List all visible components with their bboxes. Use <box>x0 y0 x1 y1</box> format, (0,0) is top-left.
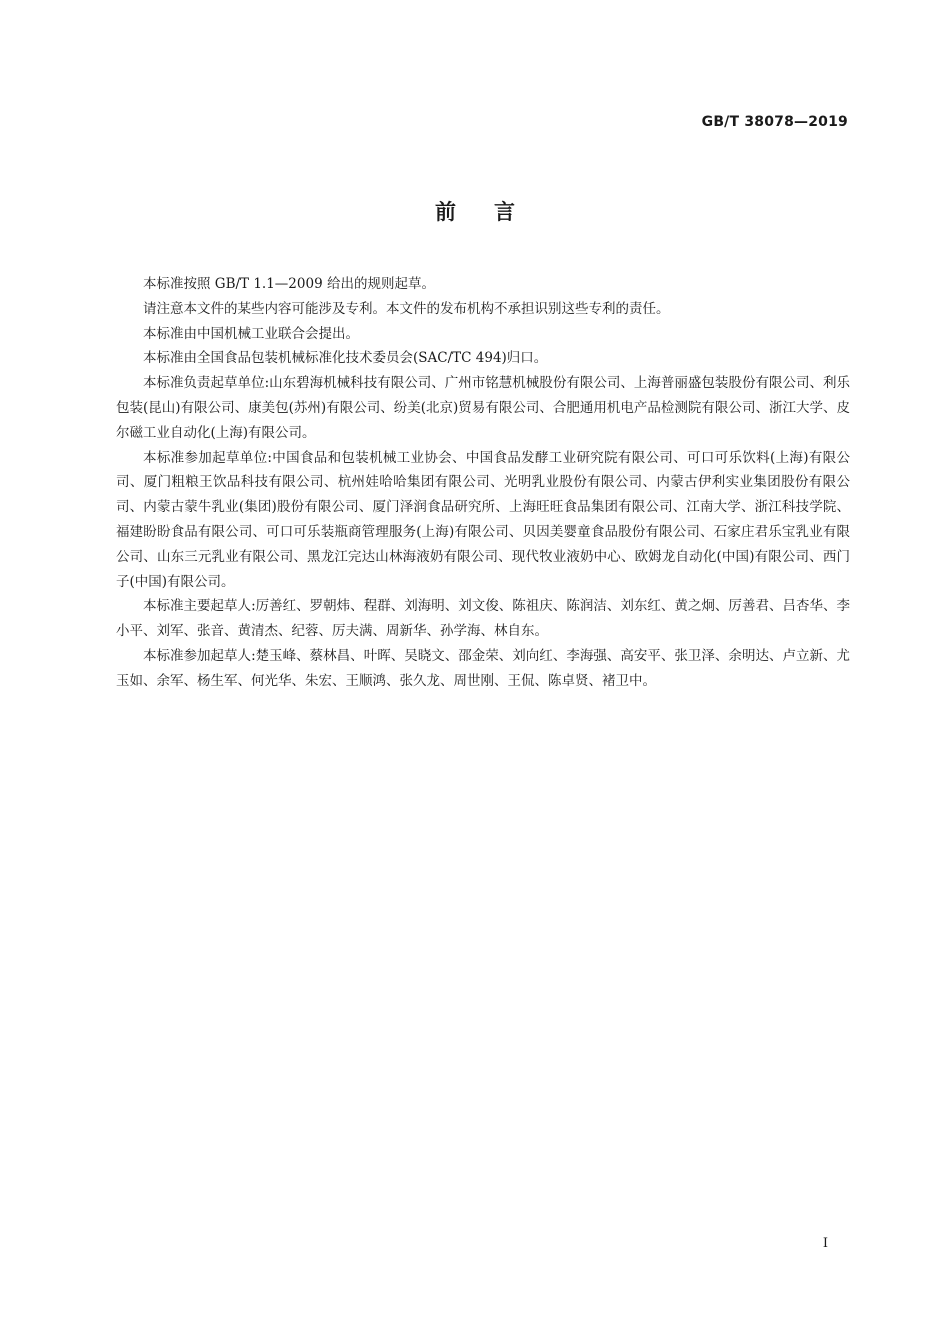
paragraph-responsible-drafting-units: 本标准负责起草单位:山东碧海机械科技有限公司、广州市铭慧机械股份有限公司、上海普丽盛包装股份有限公司、利乐包装(昆山)有限公司、康美包(苏州)有限公司、纷美(北京)贸易有限公司、合肥通用机电产品检测院有限公司、浙江大学、皮尔磁工业自动化(上海)有限公司。 <box>116 375 850 441</box>
paragraph-centralized-unit: 本标准由全国食品包装机械标准化技术委员会(SAC/TC 494)归口。 <box>143 350 548 367</box>
paragraph-main-drafters: 本标准主要起草人:厉善红、罗朝炜、程群、刘海明、刘文俊、陈祖庆、陈润洁、刘东红、黄之炯、厉善君、吕杏华、李小平、刘军、张音、黄清杰、纪蓉、厉夫满、周新华、孙学海、林自东。 <box>116 598 850 640</box>
standard-number: GB/T 38078—2019 <box>701 114 848 130</box>
paragraph-participating-drafting-units: 本标准参加起草单位:中国食品和包装机械工业协会、中国食品发酵工业研究院有限公司、可口可乐饮料(上海)有限公司、厦门粗粮王饮品科技有限公司、杭州娃哈哈集团有限公司、光明乳业股份有限公司、内蒙古伊利实业集团股份有限公司、内蒙古蒙牛乳业(集团)股份有限公司、厦门泽润食品研究所、上海旺旺食品集团有限公司、江南大学、浙江科技学院、福建盼盼食品有限公司、可口可乐装瓶商管理服务(上海)有限公司、贝因美婴童食品股份有限公司、石家庄君乐宝乳业有限公司、山东三元乳业有限公司、黑龙江完达山林海液奶有限公司、现代牧业液奶中心、欧姆龙自动化(中国)有限公司、西门子(中国)有限公司。 <box>116 449 850 590</box>
foreword-body <box>116 272 850 694</box>
paragraph-proposer: 本标准由中国机械工业联合会提出。 <box>143 325 359 342</box>
paragraph-participating-drafters: 本标准参加起草人:楚玉峰、蔡林昌、叶晖、吴晓文、邵金荣、刘向红、李海强、高安平、张卫泽、余明达、卢立新、尤玉如、余军、杨生军、何光华、朱宏、王顺鸿、张久龙、周世刚、王侃、陈卓贤、褚卫中。 <box>116 647 850 689</box>
page-number: I <box>822 1236 828 1251</box>
paragraph-drafting-rules: 本标准按照 GB/T 1.1—2009 给出的规则起草。 <box>143 276 435 292</box>
page-title: 前言 <box>435 200 553 224</box>
paragraph-patent-notice: 请注意本文件的某些内容可能涉及专利。本文件的发布机构不承担识别这些专利的责任。 <box>143 300 670 317</box>
